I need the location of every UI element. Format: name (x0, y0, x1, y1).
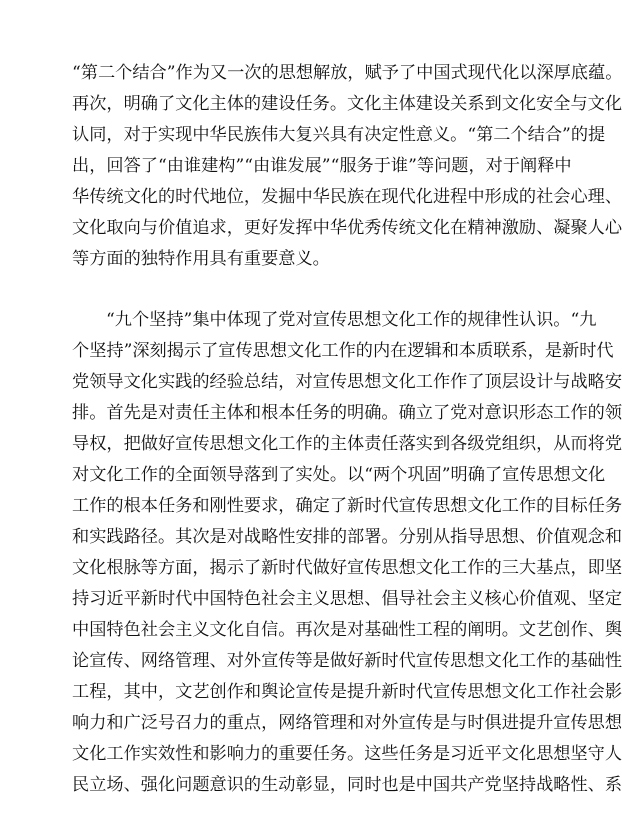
text-line: 文化根脉等方面，揭示了新时代做好宣传思想文化工作的三大基点，即坚 (72, 558, 622, 578)
text-line: 对文化工作的全面领导落到了实处。以“两个巩固”明确了宣传思想文化 (72, 465, 606, 485)
text-line: 文化取向与价值追求，更好发挥中华优秀传统文化在精神激励、凝聚人心 (72, 218, 622, 238)
text-line: 再次，明确了文化主体的建设任务。文化主体建设关系到文化安全与文化 (72, 94, 622, 114)
paragraph-1 (72, 58, 622, 275)
text-line: 工程，其中，文艺创作和舆论宣传是提升新时代宣传思想文化工作社会影 (72, 682, 622, 702)
paragraph-2 (72, 305, 622, 801)
text-line: “九个坚持”集中体现了党对宣传思想文化工作的规律性认识。“九 (106, 310, 597, 330)
text-line: 党领导文化实践的经验总结，对宣传思想文化工作作了顶层设计与战略安 (72, 372, 622, 392)
text-line: 工作的根本任务和刚性要求，确定了新时代宣传思想文化工作的目标任务 (72, 496, 622, 516)
text-line: 导权，把做好宣传思想文化工作的主体责任落实到各级党组织，从而将党 (72, 434, 622, 454)
text-line: 中国特色社会主义文化自信。再次是对基础性工程的阐明。文艺创作、舆 (72, 620, 622, 640)
text-line: 响力和广泛号召力的重点，网络管理和对外宣传是与时俱进提升宣传思想 (72, 713, 622, 733)
text-line: 个坚持”深刻揭示了宣传思想文化工作的内在逻辑和本质联系，是新时代 (72, 341, 614, 361)
text-line: 文化工作实效性和影响力的重要任务。这些任务是习近平文化思想坚守人 (72, 744, 622, 764)
text-line: 排。首先是对责任主体和根本任务的明确。确立了党对意识形态工作的领 (72, 403, 622, 423)
text-line: 持习近平新时代中国特色社会主义思想、倡导社会主义核心价值观、坚定 (72, 589, 622, 609)
paragraph-spacer (72, 275, 506, 305)
text-line: 华传统文化的时代地位，发掘中华民族在现代化进程中形成的社会心理、 (72, 187, 622, 207)
text-line: 等方面的独特作用具有重要意义。 (72, 249, 330, 269)
text-line: 和实践路径。其次是对战略性安排的部署。分别从指导思想、价值观念和 (72, 527, 622, 547)
text-line: 出，回答了“由谁建构”“由谁发展”“服务于谁”等问题，对于阐释中 (72, 156, 572, 176)
text-line: 论宣传、网络管理、对外宣传等是做好新时代宣传思想文化工作的基础性 (72, 651, 622, 671)
text-line: “第二个结合”作为又一次的思想解放，赋予了中国式现代化以深厚底蕴。 (72, 63, 622, 83)
text-line: 民立场、强化问题意识的生动彰显，同时也是中国共产党坚持战略性、系 (72, 775, 622, 795)
text-line: 认同，对于实现中华民族伟大复兴具有决定性意义。“第二个结合”的提 (72, 125, 606, 145)
